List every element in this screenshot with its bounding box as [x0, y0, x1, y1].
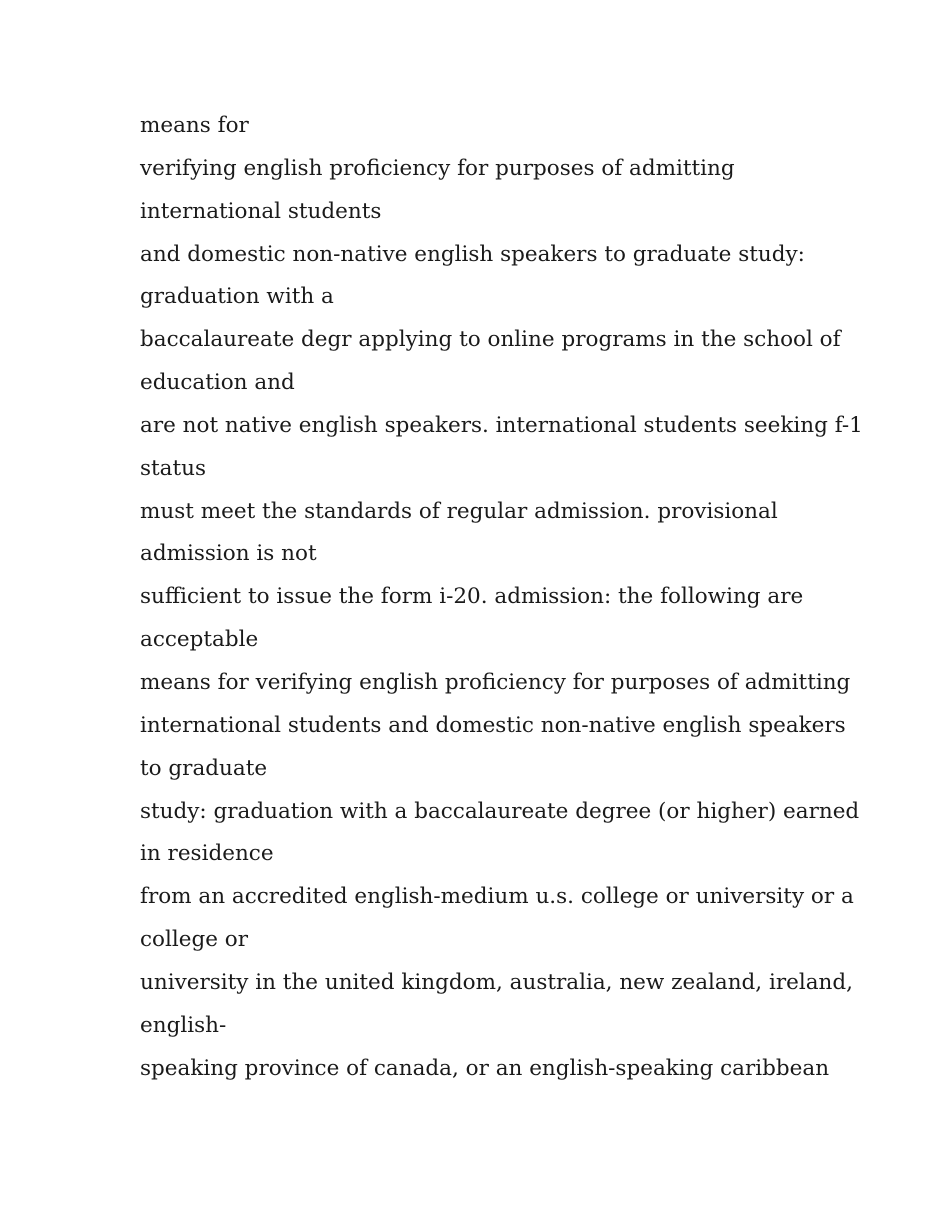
text-line: baccalaureate degr applying to online programs in the school of	[140, 327, 841, 353]
text-line: speaking province of canada, or an english-speaking caribbean	[140, 1055, 830, 1081]
text-line: international students and domestic non-native english speakers	[140, 712, 846, 738]
text-line: verifying english proficiency for purposes of admitting	[140, 155, 735, 181]
text-line: english-	[140, 1012, 227, 1038]
text-line: graduation with a	[140, 284, 334, 310]
text-line: means for verifying english proficiency for purposes of admitting	[140, 669, 851, 695]
text-line: admission is not	[140, 541, 317, 567]
text-line: from an accredited english-medium u.s. college or university or a	[140, 884, 854, 910]
text-line: acceptable	[140, 627, 259, 653]
text-line: international students	[140, 198, 382, 224]
text-line: status	[140, 455, 207, 481]
body-text	[140, 105, 863, 1090]
text-line: education and	[140, 370, 295, 396]
text-line: study: graduation with a baccalaureate degree (or higher) earned	[140, 798, 860, 824]
text-line: must meet the standards of regular admission. provisional	[140, 498, 778, 524]
text-line: means for	[140, 113, 249, 138]
text-line: to graduate	[140, 755, 268, 781]
text-line: university in the united kingdom, australia, new zealand, ireland,	[140, 969, 853, 995]
text-line: in residence	[140, 841, 274, 867]
text-line: are not native english speakers. international students seeking f-1	[140, 412, 863, 438]
text-line: college or	[140, 927, 249, 953]
text-line: sufficient to issue the form i-20. admission: the following are	[140, 584, 804, 610]
text-line: and domestic non-native english speakers to graduate study:	[140, 241, 805, 267]
